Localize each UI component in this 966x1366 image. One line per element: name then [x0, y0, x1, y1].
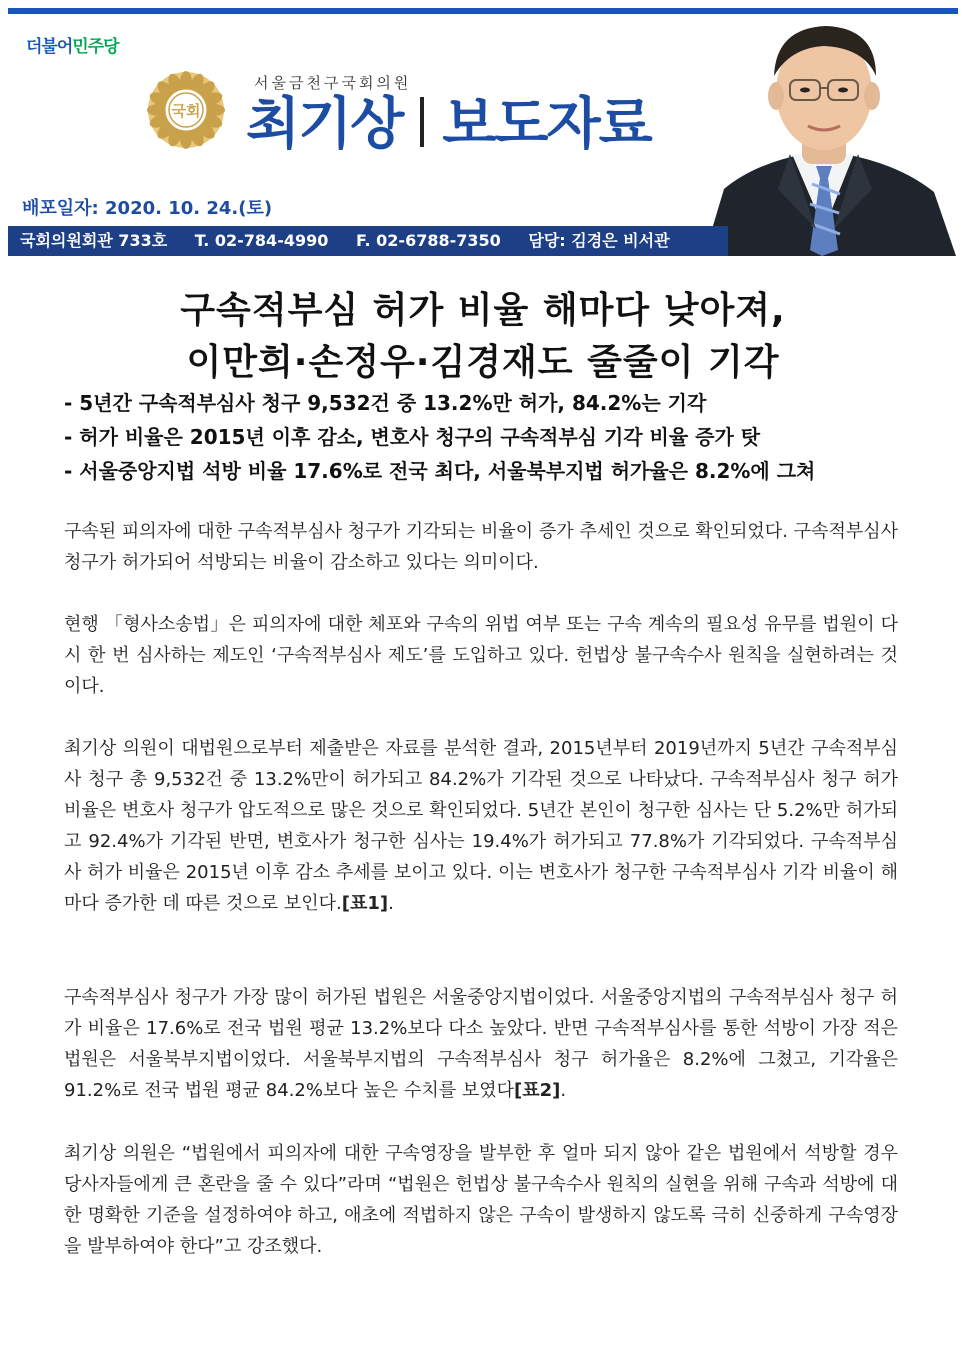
headline-line-2: 이만희·손정우·김경재도 줄줄이 기각 [186, 342, 780, 383]
paragraph-end: . [560, 1080, 567, 1101]
document-type: 보도자료 [442, 92, 651, 157]
body-paragraph-2 [64, 609, 898, 702]
paragraph-text: 구속적부심사 청구가 가장 많이 허가된 법원은 서울중앙지법이었다. 서울중앙지법의 구속적부심사 청구 허가 비율은 17.6%로 전국 법원 평균 13.2%보다 다소 높았다. 반면 구속적부심사를 통한 석방이 가장 적은 법원은 서울북부지법이었다. 서울북부지법의 구속적부심사 청구 허가율은 8.2%에 그쳤고, 기각율은 91.2%로 전국 법원 평균 84.2%보다 높은 수치를 보였다 [64, 987, 898, 1101]
body-paragraph-5 [64, 1138, 898, 1262]
headline-line-1: 구속적부심 허가 비율 해마다 낮아져, [180, 290, 786, 331]
summary-bullet: - 서울중앙지법 석방 비율 17.6%로 전국 최다, 서울북부지법 허가율은 8.2%에 그쳐 [64, 459, 816, 483]
contact-info-bar [8, 226, 728, 256]
release-date: 배포일자: 2020. 10. 24.(토) [22, 198, 273, 219]
phone-number: T. 02-784-4990 [194, 231, 329, 250]
district-label: 서울금천구국회의원 [254, 74, 412, 92]
paragraph-text: 현행 「형사소송법」은 피의자에 대한 체포와 구속의 위법 여부 또는 구속 계속의 필요성 유무를 법원이 다시 한 번 심사하는 제도인 ‘구속적부심사 제도’를 도입하고 있다. 헌법상 불구속수사 원칙을 실현하려는 것이다. [64, 614, 898, 697]
table-reference: [표1] [341, 893, 389, 914]
table-reference: [표2] [514, 1080, 561, 1101]
paragraph-end: . [388, 893, 394, 914]
member-portrait-image [694, 14, 958, 256]
office-room: 국회의원회관 733호 [20, 231, 168, 250]
paragraph-text: 최기상 의원이 대법원으로부터 제출받은 자료를 분석한 결과, 2015년부터 2019년까지 5년간 구속적부심사 청구 총 9,532건 중 13.2%만이 허가되고 84.2%가 기각된 것으로 나타났다. 구속적부심사 청구 허가 비율은 변호사 청구가 압도적으로 많은 것으로 확인되었다. 5년간 본인이 청구한 심사는 단 5.2%만 허가되고 92.4%가 기각된 반면, 변호사가 청구한 심사는 19.4%가 허가되고 77.8%가 기각되었다. 구속적부심사 허가 비율은 2015년 이후 감소 추세를 보이고 있다. 이는 변호사가 청구한 구속적부심사 기각 비율이 해마다 증가한 데 따른 것으로 보인다. [64, 738, 898, 914]
press-release-header [8, 14, 958, 256]
summary-bullet: - 허가 비율은 2015년 이후 감소, 변호사 청구의 구속적부심 기각 비율 증가 탓 [64, 425, 761, 449]
body-paragraph-3 [64, 733, 898, 919]
paragraph-text: 구속된 피의자에 대한 구속적부심사 청구가 기각되는 비율이 증가 추세인 것으로 확인되었다. 구속적부심사 청구가 허가되어 석방되는 비율이 감소하고 있다는 의미이다. [64, 521, 898, 573]
fax-number: F. 02-6788-7350 [355, 231, 501, 250]
body-paragraph-1 [64, 516, 898, 578]
member-name: 최기상 [246, 92, 403, 157]
seal-text: 국회 [171, 102, 201, 120]
contact-person: 담당: 김경은 비서관 [528, 231, 670, 250]
national-assembly-seal-icon [146, 70, 226, 150]
summary-bullet: - 5년간 구속적부심사 청구 9,532건 중 13.2%만 허가, 84.2%는 기각 [64, 391, 707, 415]
party-logo: 더불어민주당 [26, 37, 119, 57]
body-paragraph-4 [64, 982, 898, 1106]
summary-bullets [64, 386, 924, 488]
paragraph-text: 최기상 의원은 “법원에서 피의자에 대한 구속영장을 발부한 후 얼마 되지 않아 같은 법원에서 석방할 경우 당사자들에게 큰 혼란을 줄 수 있다”라며 “법원은 헌법상 불구속수사 원칙의 실현을 위해 구속과 석방에 대한 명확한 기준을 설정하여야 하고, 애초에 적법하지 않은 구속이 발생하지 않도록 극히 신중하게 구속영장을 발부하여야 한다”고 강조했다. [64, 1143, 898, 1257]
title-separator [420, 97, 424, 147]
header-title [246, 92, 651, 158]
